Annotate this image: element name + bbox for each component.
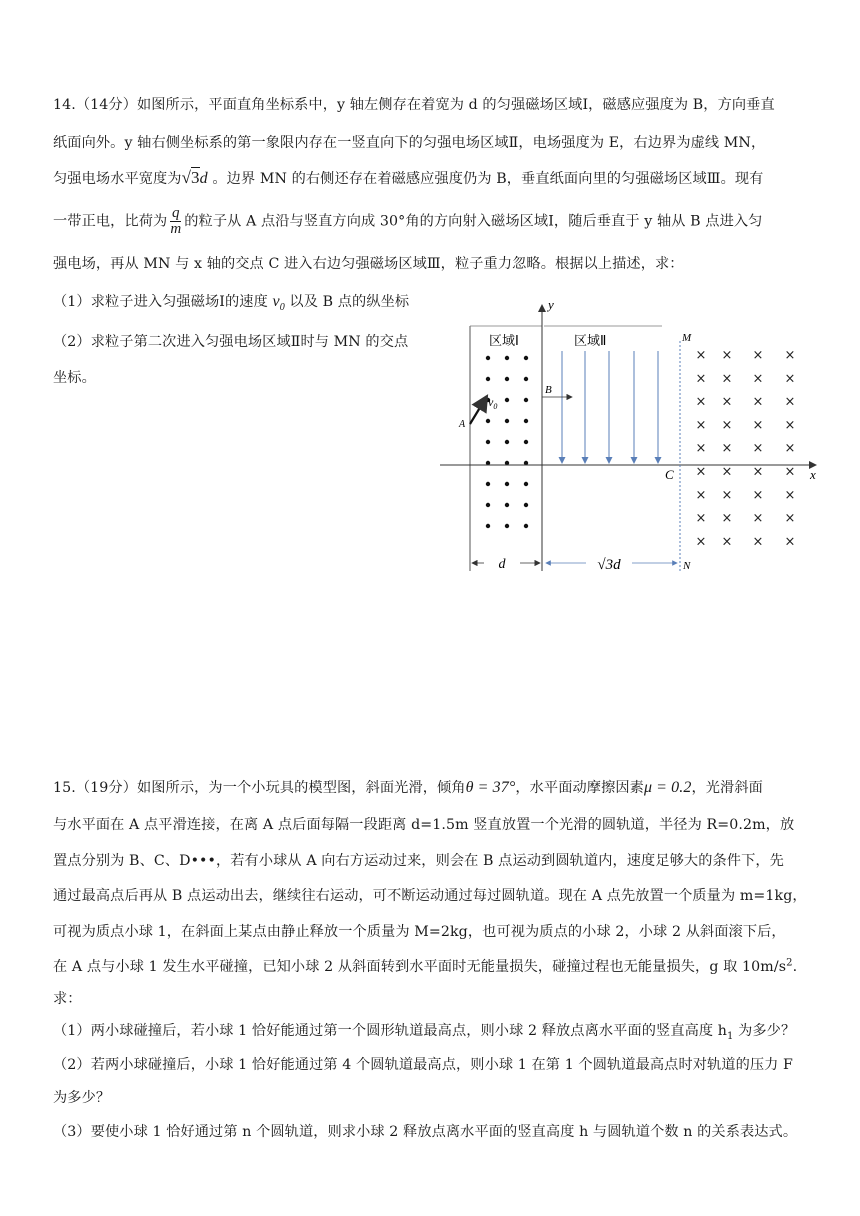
mu-expression: μ = 0.2 [643,779,692,796]
region-2-label: 区域Ⅱ [574,334,607,349]
q14-line-4 [53,206,762,237]
region-1-label: 区域Ⅰ [489,334,519,349]
width-d-label: d [498,557,506,572]
field-cross: × [784,464,796,480]
field-dot [524,524,528,528]
width-sqrt3d-label: √3d [597,557,621,573]
field-cross: × [695,534,707,550]
field-cross: × [721,371,733,387]
field-cross: × [752,371,764,387]
field-cross: × [695,441,707,457]
field-cross: × [752,464,764,480]
field-cross: × [752,394,764,410]
field-dot [524,419,528,423]
field-cross: × [721,464,733,480]
fraction-numerator: q [171,205,180,221]
field-cross: × [784,348,796,363]
field-dot [486,440,490,444]
field-cross: × [752,348,764,363]
field-cross: × [784,441,796,457]
q15-part-2: （2）若两小球碰撞后，小球 1 恰好能通过第 4 个圆轨道最高点，则小球 1 在第 1 个圆轨道最高点时对轨道的压力 F [53,1057,794,1073]
q15-part-1 [53,1020,795,1042]
label-n: N [683,560,691,572]
field-cross: × [695,348,707,363]
field-dot [505,503,509,507]
field-dot [524,440,528,444]
field-cross: × [784,371,796,387]
field-cross: × [752,417,764,433]
label-a: A [459,419,466,430]
field-dot [486,503,490,507]
q14-part-1 [53,291,409,313]
q15-line-1 [53,777,763,797]
field-dot [524,398,528,402]
field-cross: × [695,464,707,480]
q15-line-1-text-c: ，光滑斜面 [691,780,763,796]
q14-part-2: （2）求粒子第二次进入匀强电场区域Ⅱ时与 MN 的交点 [53,334,409,350]
label-v-sub: 0 [493,402,498,411]
sqrt-radicand: 3 [191,168,200,187]
q15-line-4: 通过最高点后再从 B 点运动出去，继续往右运动，可不断运动通过每过圆轨道。现在 A 点先放置一个质量为 m=1kg， [53,888,807,904]
q14-line-4-text-b: 的粒子从 A 点沿与竖直方向成 30°角的方向射入磁场区域Ⅰ，随后垂直于 y 轴从 B 点进入匀 [184,213,763,230]
theta-expression: θ = 37° [465,779,516,796]
sqrt-expression: √3 [181,168,200,187]
field-dot [524,356,528,360]
q15-line-6-text-b: . [792,959,798,975]
field-dot [505,524,509,528]
field-cross: × [721,441,733,457]
field-cross: × [695,511,707,527]
field-cross: × [784,394,796,410]
charge-mass-fraction [170,206,181,237]
field-cross: × [784,487,796,503]
q15-line-7: 求： [53,991,82,1007]
magnetic-field-out-dots [486,356,528,528]
q15-line-6-sup: 2 [786,957,793,969]
field-cross: × [721,394,733,410]
q15-part-1-text-b: 为多少？ [733,1023,796,1039]
field-cross: × [721,348,733,363]
field-dot [486,356,490,360]
q14-line-5: 强电场，再从 MN 与 x 轴的交点 C 进入右边匀强磁场区域Ⅲ，粒子重力忽略。根据以上描述，求： [53,256,684,272]
q14-line-1: 14.（14分）如图所示，平面直角坐标系中，y 轴左侧存在着宽为 d 的匀强磁场区域Ⅰ，磁感应强度为 B，方向垂直 [53,97,775,113]
field-region-figure [436,293,826,583]
variable-v0 [272,293,285,314]
v0-arrow [470,396,487,424]
q15-part-3: （3）要使小球 1 恰好通过第 n 个圆轨道，则求小球 2 释放点离水平面的竖直高度 h 与圆轨道个数 n 的关系表达式。 [53,1124,798,1140]
q14-part-1-text-a: （1）求粒子进入匀强磁场Ⅰ的速度 [53,294,268,310]
field-cross: × [752,441,764,457]
field-cross: × [784,534,796,550]
label-b: B [545,384,552,396]
q14-part-1-text-b: 以及 B 点的纵坐标 [289,294,410,310]
field-cross: × [752,534,764,550]
magnetic-field-in-crosses [696,348,796,549]
q15-line-1-text-b: ，水平面动摩擦因素 [515,780,644,796]
q15-line-5: 可视为质点小球 1，在斜面上某点由静止释放一个质量为 M=2kg，也可视为质点的小球 2，小球 2 从斜面滚下后， [53,924,786,940]
field-cross: × [695,487,707,503]
q14-line-3 [53,168,763,188]
field-dot [505,356,509,360]
q15-part-1-text-a: （1）两小球碰撞后，若小球 1 恰好能通过第一个圆形轨道最高点，则小球 2 释放点离水平面的竖直高度 h [53,1023,728,1039]
field-cross: × [784,511,796,527]
field-cross: × [752,487,764,503]
label-m: M [682,332,692,344]
field-dot [505,440,509,444]
field-dot [505,419,509,423]
field-cross: × [721,417,733,433]
field-cross: × [721,534,733,550]
field-cross: × [695,417,707,433]
field-cross: × [721,511,733,527]
y-axis-label: y [548,297,554,312]
q14-line-3-text-b: 。边界 MN 的右侧还存在着磁感应强度仍为 B，垂直纸面向里的匀强磁场区域Ⅲ。现有 [212,171,764,187]
q14-line-3-text-a: 匀强电场水平宽度为 [53,171,182,187]
q15-line-6 [53,956,797,976]
x-axis-label: x [810,467,816,482]
electric-field-arrows [562,351,658,463]
field-dot [505,482,509,486]
field-cross: × [695,371,707,387]
field-cross: × [784,417,796,433]
q14-part-2-cont: 坐标。 [53,370,96,386]
variable-d: d [199,170,208,187]
q15-line-1-text-a: 15.（19分）如图所示，为一个小玩具的模型图，斜面光滑，倾角 [53,780,466,796]
field-cross: × [695,394,707,410]
field-dot [486,482,490,486]
q15-line-3: 置点分别为 B、C、D•••，若有小球从 A 向右方运动过来，则会在 B 点运动到圆轨道内，速度足够大的条件下，先 [53,853,784,869]
field-dot [505,377,509,381]
q14-line-4-text-a: 一带正电，比荷为 [53,213,168,230]
region-1-box [470,326,542,571]
field-cross: × [752,511,764,527]
q15-line-6-text-a: 在 A 点与小球 1 发生水平碰撞，已知小球 2 从斜面转到水平面时无能量损失，碰撞过程也无能量损失，g 取 10m/s [53,959,787,975]
field-dot [486,419,490,423]
q14-line-2: 纸面向外。y 轴右侧坐标系的第一象限内存在一竖直向下的匀强电场区域Ⅱ，电场强度为 E，右边界为虚线 MN， [53,135,766,151]
field-dot [524,503,528,507]
field-dot [486,377,490,381]
label-c: C [665,467,674,482]
label-v0 [488,395,497,411]
fraction-denominator: m [170,221,182,237]
q15-part-1-sub: 1 [727,1030,734,1042]
q15-line-2: 与水平面在 A 点平滑连接，在离 A 点后面每隔一段距离 d=1.5m 竖直放置一个光滑的圆轨道，半径为 R=0.2m，放 [53,817,795,833]
label-v: v [488,395,494,409]
v-symbol: v [272,293,280,310]
field-dot [524,482,528,486]
field-dot [486,524,490,528]
field-cross: × [721,487,733,503]
field-dot [524,377,528,381]
q15-part-2-cont: 为多少？ [53,1090,111,1106]
field-dot [505,398,509,402]
v-subscript: 0 [279,302,285,314]
